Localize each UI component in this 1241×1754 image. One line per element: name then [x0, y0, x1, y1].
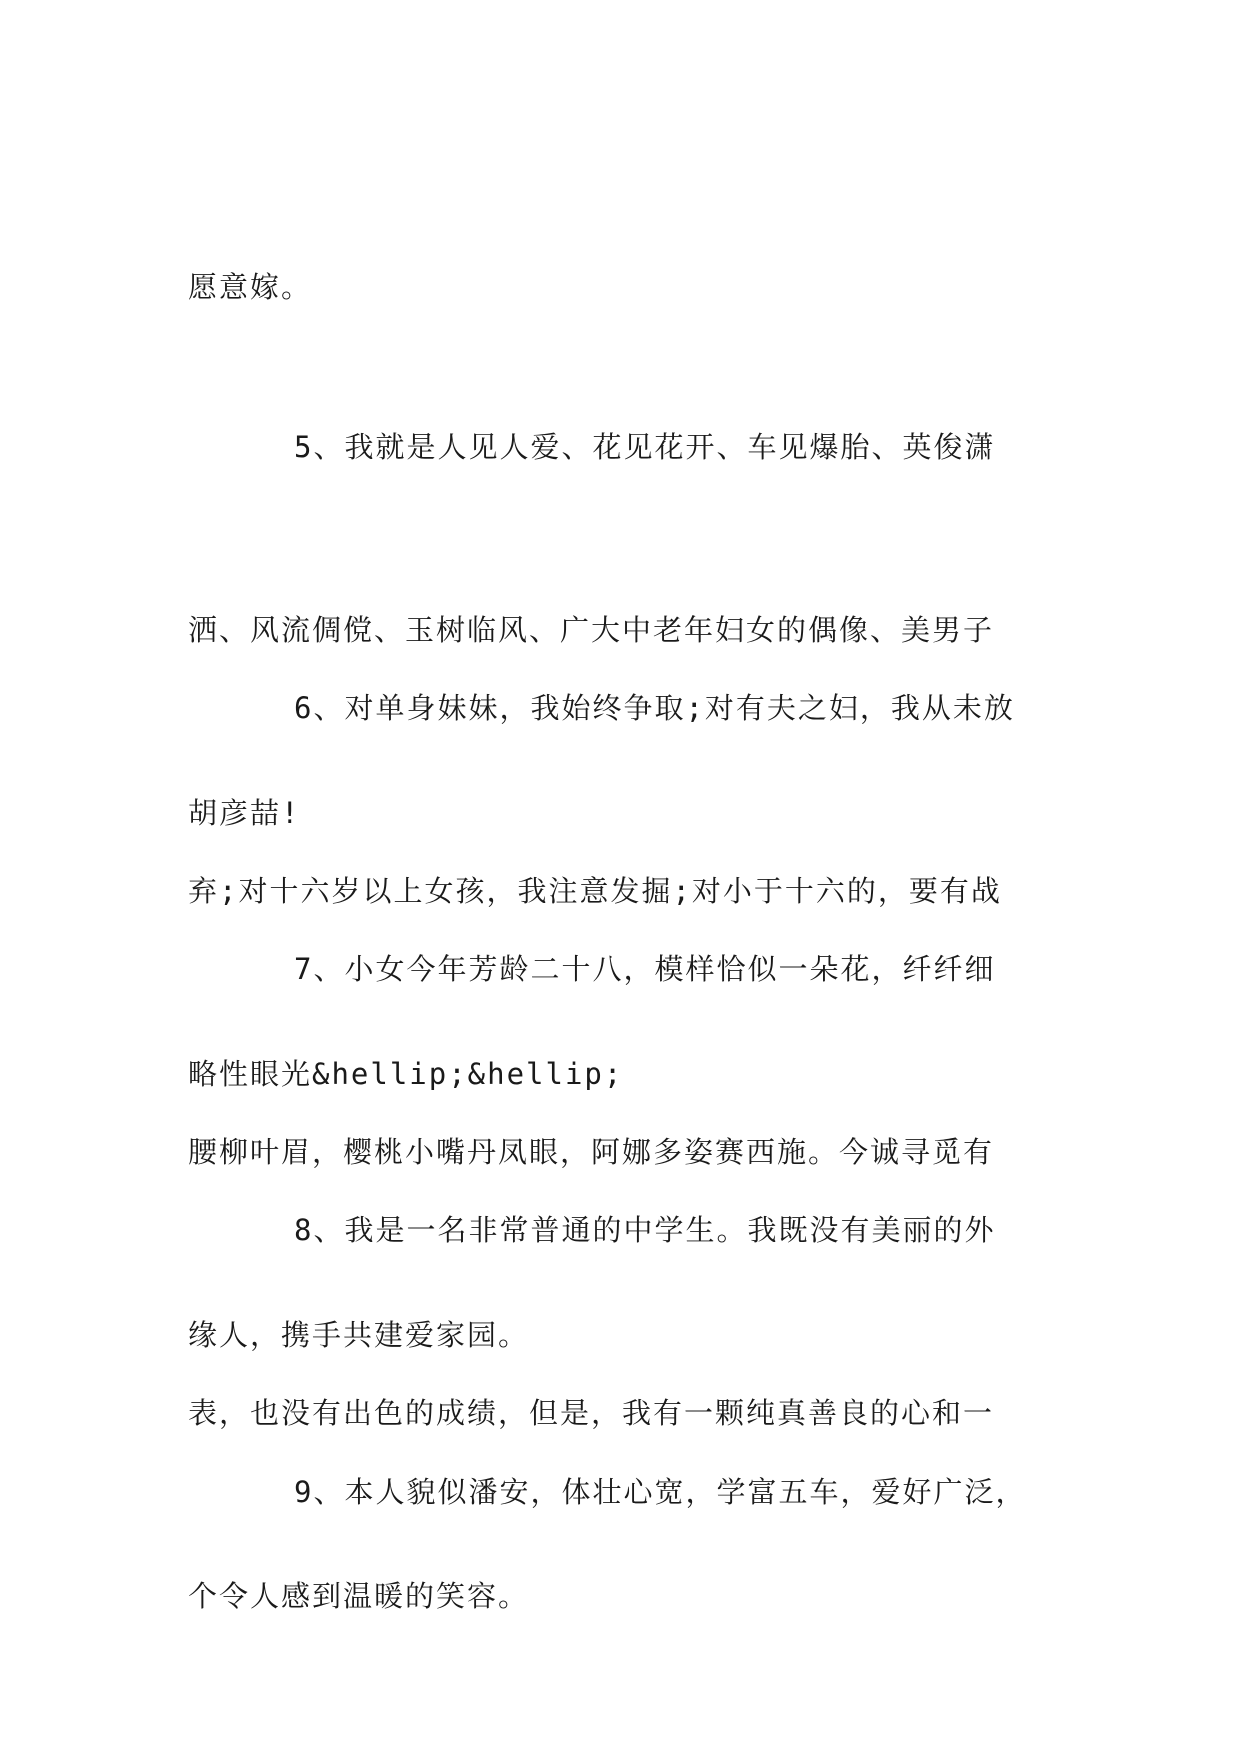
paragraph-line: 个令人感到温暖的笑容。	[188, 1579, 530, 1613]
paragraph-line: 愿意嫁。	[188, 270, 313, 304]
paragraph-line: 9、本人貌似潘安，体壮心宽，学富五车，爱好广泛，	[294, 1475, 1027, 1509]
paragraph-line: 5、我就是人见人爱、花见花开、车见爆胎、英俊潇	[294, 430, 996, 464]
paragraph-line: 略性眼光&hellip;&hellip;	[188, 1057, 624, 1091]
paragraph-line: 缘人，携手共建爱家园。	[188, 1318, 530, 1352]
paragraph-line: 腰柳叶眉，樱桃小嘴丹凤眼，阿娜多姿赛西施。今诚寻觅有	[188, 1135, 995, 1169]
paragraph-line: 胡彦喆!	[188, 796, 301, 830]
paragraph-line: 8、我是一名非常普通的中学生。我既没有美丽的外	[294, 1213, 996, 1247]
paragraph-line: 表，也没有出色的成绩，但是，我有一颗纯真善良的心和一	[188, 1396, 995, 1430]
paragraph-line: 6、对单身妹妹，我始终争取;对有夫之妇，我从未放	[294, 691, 1015, 725]
paragraph-line: 7、小女今年芳龄二十八，模样恰似一朵花，纤纤细	[294, 952, 996, 986]
paragraph-line: 弃;对十六岁以上女孩，我注意发掘;对小于十六的，要有战	[188, 874, 1002, 908]
paragraph-line: 洒、风流倜傥、玉树临风、广大中老年妇女的偶像、美男子	[188, 613, 995, 647]
paragraph-item-9	[188, 1340, 1058, 1645]
